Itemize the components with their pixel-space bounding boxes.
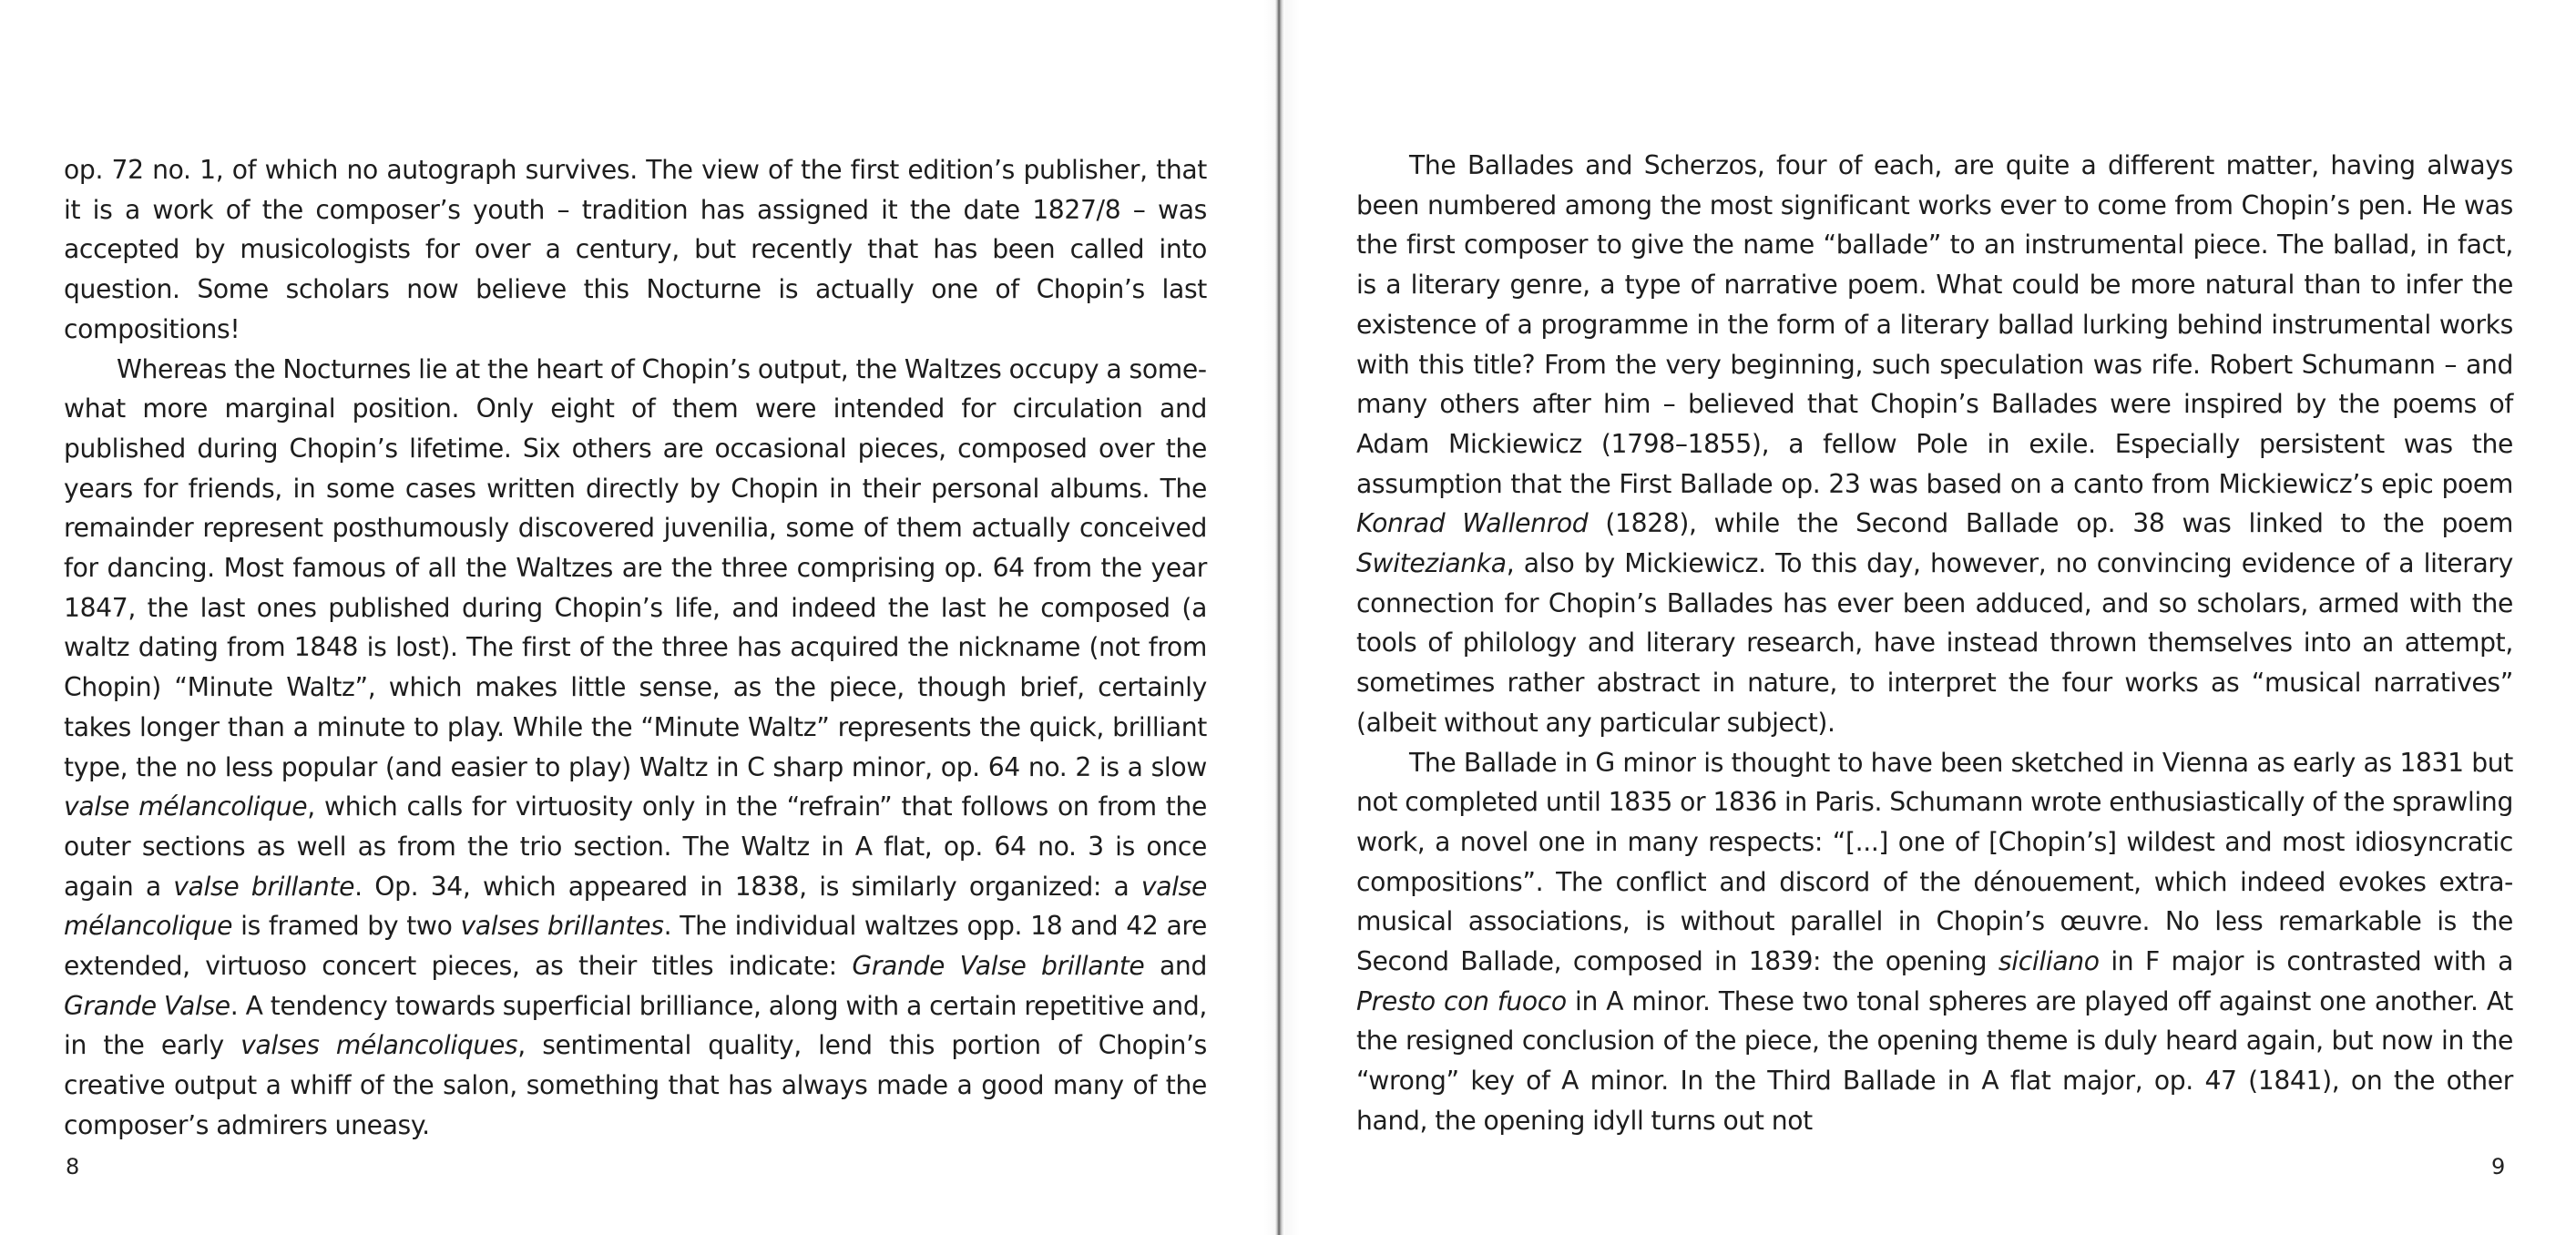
text-segment: The Ballades and Scherzos, four of each, are quite a different matter, having always been numbered among the most significant works ever to come from Chopin’s pen. He was the first composer to give the name “ballade” to an instrumental piece. The ballad, in fact, is a literary genre, a type of narrative poem. What could be more natural than to infer the existence of a programme in the form of a literary ballad lurking behind instrumental works with this title? From the very beginning, such speculation was rife. Robert Schumann – and many others after him – believed that Chopin’s Ballades were inspired by the poems of Adam Mickiewicz (1798–1855), a fellow Pole in exile. Especially persistent was the assumption that the First Ballade op. 23 was based on a canto from Mickiewicz’s epic poem xyxy=(1356,150,2513,499)
paragraph xyxy=(1356,146,2513,743)
text-segment: op. 72 no. 1, of which no autograph survives. The view of the first edition’s publisher, that it is a work of the composer’s youth – tradition has assigned it the date 1827/8 – was accepted by musicologists for over a century, but recently that has been called into question. Some scholars now believe this Nocturne is actually one of Chopin’s last compositions! xyxy=(64,155,1207,344)
right-page-text xyxy=(1356,146,2513,1141)
paragraph xyxy=(1356,743,2513,1141)
left-page-text xyxy=(64,150,1207,1146)
italic-term: Grande Valse brillante xyxy=(852,951,1145,982)
right-page xyxy=(1284,0,2576,1235)
text-segment: , also by Mickiewicz. To this day, however, no convincing evidence of a literary connection for Chopin’s Ballades has ever been adduced, and so scholars, armed with the tools of philology and literary research, have instead thrown themselves into an attempt, sometimes rather abstract in nature, to interpret the four works as “musical narratives” (albeit without any particular subject). xyxy=(1356,548,2513,738)
page-number: 8 xyxy=(66,1154,80,1179)
italic-term: Grande Valse xyxy=(64,990,230,1021)
italic-term: Konrad Wallenrod xyxy=(1356,508,1589,539)
text-segment: The Ballade in G minor is thought to have been sketched in Vienna as early as 1831 but not completed until 1835 or 1836 in Paris. Schumann wrote enthusiastically of the sprawling work, a novel one in many respects: “[...] one of [Chopin’s] wildest and most idiosyncratic compositions”. The conflict and discord of the dénouement, which indeed evokes extra-musical associations, is without parallel in Chopin’s œuvre. No less remarkable is the Second Ballade, composed in 1839: the opening xyxy=(1356,747,2513,977)
italic-term: valses brillantes xyxy=(460,911,664,942)
text-segment: . Op. 34, which appeared in 1838, is similarly organized: a xyxy=(354,871,1141,902)
paragraph xyxy=(64,350,1207,1146)
text-segment: and xyxy=(1144,951,1207,982)
italic-term: Presto con fuoco xyxy=(1356,985,1567,1016)
text-segment: . A tendency towards superficial brilliance, along with a certain repetitive and, in the early xyxy=(64,990,1207,1061)
text-segment: Whereas the Nocturnes lie at the heart of Chopin’s output, the Waltzes occupy a somewhat more marginal position. Only eight of them were intended for circulation and published during Chopin’s lifetime. Six others are occasional pieces, composed over the years for friends, in some cases written directly by Chopin in their personal albums. The remainder represent posthumously discovered juvenilia, some of them actually conceived for dancing. Most famous of all the Waltzes are the three comprising op. 64 from the year 1847, the last ones published during Chopin’s life, and indeed the last he composed (a waltz dating from 1848 is lost). The first of the three has acquired the nickname (not from Chopin) “Minute Waltz”, which makes little sense, as the piece, though brief, certainly takes longer than a minute to play. While the “Minute Waltz” represents the quick, brilliant type, the no less popular (and easier to play) Waltz in C sharp minor, op. 64 no. 2 is a slow xyxy=(64,353,1207,782)
italic-term: valse mélancolique xyxy=(64,871,1207,942)
text-segment: (1828), while the Second Ballade op. 38 was linked to the poem xyxy=(1588,508,2513,539)
text-segment: in F major is contrasted with a xyxy=(2099,946,2513,977)
text-segment: , sentimental quality, lend this portion of Chopin’s creative output a whiff of the salon, something that has always made a good many of the composer’s admirers uneasy. xyxy=(64,1030,1207,1140)
text-segment: . The individual waltzes opp. 18 and 42 are extended, virtuoso concert pieces, as their titles indicate: xyxy=(64,911,1208,982)
italic-term: valse mélancolique xyxy=(64,791,308,822)
italic-term: valses mélancoliques xyxy=(240,1030,518,1061)
italic-term: siciliano xyxy=(1998,946,2100,977)
text-segment: is framed by two xyxy=(232,911,461,942)
paragraph xyxy=(64,150,1207,350)
text-segment: , which calls for virtuosity only in the “refrain” that follows on from the outer sections as well as from the trio section. The Waltz in A flat, op. 64 no. 3 is once again a xyxy=(64,791,1208,902)
italic-term: valse brillante xyxy=(173,871,355,902)
italic-term: Switezianka xyxy=(1356,548,1507,579)
text-segment: in A minor. These two tonal spheres are played off against one another. At the resigned conclusion of the piece, the opening theme is duly heard again, but now in the “wrong” key of A minor. In the Third Ballade in A flat major, op. 47 (1841), on the other hand, the opening idyll turns out not xyxy=(1356,985,2513,1136)
left-page xyxy=(0,0,1279,1235)
page-number: 9 xyxy=(2491,1154,2506,1179)
